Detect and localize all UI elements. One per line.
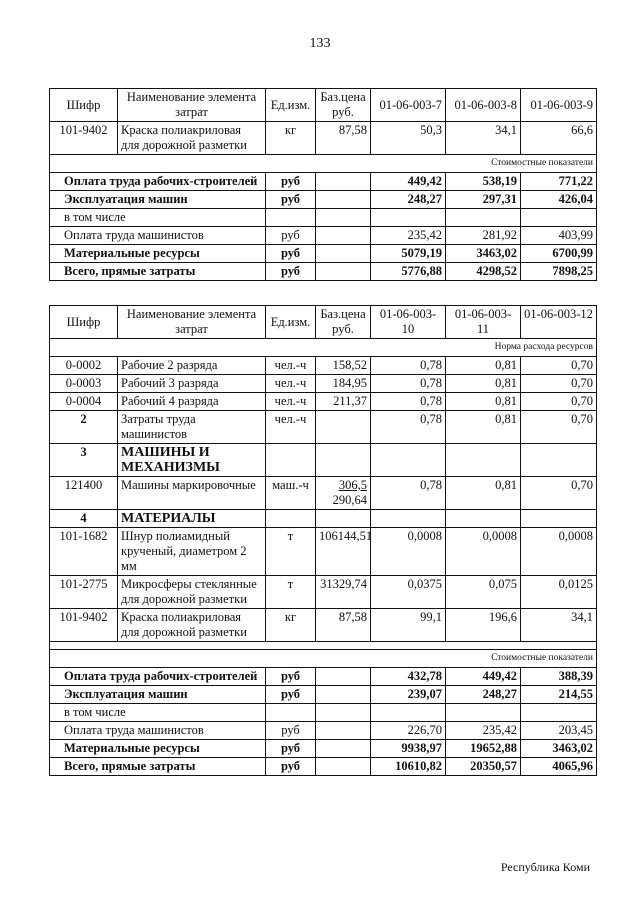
row-price: 106144,51 — [316, 528, 371, 576]
table-row — [50, 411, 597, 444]
row-val2: 196,6 — [446, 609, 521, 642]
row-val2: 0,075 — [446, 576, 521, 609]
header-col1: 01-06-003-10 — [371, 306, 446, 339]
row-name: Машины маркировочные — [118, 477, 266, 510]
table-row — [50, 122, 597, 155]
total-val2 — [446, 704, 521, 722]
footer-region: Республика Коми — [500, 860, 590, 874]
row-unit: т — [266, 528, 316, 576]
row-price: 31329,74 — [316, 576, 371, 609]
row-code: 101-2775 — [50, 576, 118, 609]
total-val2: 4298,52 — [446, 263, 521, 281]
total-price — [316, 722, 371, 740]
row-name: Микросферы стеклянные для дорожной разметки — [118, 576, 266, 609]
total-val2: 281,92 — [446, 227, 521, 245]
total-val2: 235,42 — [446, 722, 521, 740]
row-code: 101-9402 — [50, 122, 118, 155]
page-number: 133 — [309, 36, 331, 51]
total-val1: 449,42 — [371, 173, 446, 191]
row-price: 87,58 — [316, 122, 371, 155]
row-val1: 0,78 — [371, 411, 446, 444]
row-unit: кг — [266, 122, 316, 155]
row-val2: 0,81 — [446, 477, 521, 510]
row-code: 0-0002 — [50, 357, 118, 375]
total-row — [50, 740, 597, 758]
table-row — [50, 477, 597, 510]
header-col2: 01-06-003-11 — [446, 306, 521, 339]
row-unit: маш.-ч — [266, 477, 316, 510]
spacer — [50, 642, 597, 650]
total-val1: 226,70 — [371, 722, 446, 740]
total-val1: 5776,88 — [371, 263, 446, 281]
table-row — [50, 357, 597, 375]
section-label: Норма расхода ресурсов — [50, 339, 597, 357]
empty-cell — [316, 444, 371, 477]
total-val3: 3463,02 — [521, 740, 597, 758]
row-val3: 0,70 — [521, 357, 597, 375]
total-val1: 239,07 — [371, 686, 446, 704]
header-unit: Ед.изм. — [266, 306, 316, 339]
total-row — [50, 173, 597, 191]
total-unit: руб — [266, 191, 316, 209]
spacer-row — [50, 642, 597, 650]
total-label: Оплата труда рабочих-строителей — [50, 668, 266, 686]
total-label: Эксплуатация машин — [50, 191, 266, 209]
row-unit: кг — [266, 609, 316, 642]
row-code: 0-0003 — [50, 375, 118, 393]
header-col3: 01-06-003-12 — [521, 306, 597, 339]
total-unit: руб — [266, 173, 316, 191]
total-val1: 5079,19 — [371, 245, 446, 263]
total-row — [50, 686, 597, 704]
price-current: 306,5 — [338, 478, 367, 492]
total-val2: 538,19 — [446, 173, 521, 191]
row-name: Рабочие 2 разряда — [118, 357, 266, 375]
group-header — [50, 510, 597, 528]
cost-table-1 — [49, 88, 597, 281]
row-val1: 0,78 — [371, 477, 446, 510]
empty-cell — [266, 510, 316, 528]
header-code: Шифр — [50, 306, 118, 339]
total-val3: 7898,25 — [521, 263, 597, 281]
row-price: 87,58 — [316, 609, 371, 642]
total-val1: 235,42 — [371, 227, 446, 245]
section-row — [50, 650, 597, 668]
row-val1: 0,78 — [371, 393, 446, 411]
total-unit: руб — [266, 722, 316, 740]
total-val2: 19652,88 — [446, 740, 521, 758]
price-previous: 290,64 — [332, 493, 367, 507]
section-row — [50, 339, 597, 357]
total-val3 — [521, 704, 597, 722]
row-val3: 0,0125 — [521, 576, 597, 609]
total-val1 — [371, 209, 446, 227]
total-label: Всего, прямые затраты — [50, 758, 266, 776]
total-price — [316, 173, 371, 191]
total-label: Оплата труда рабочих-строителей — [50, 173, 266, 191]
row-price: 211,37 — [316, 393, 371, 411]
row-val1: 0,0375 — [371, 576, 446, 609]
total-label: в том числе — [50, 704, 266, 722]
total-unit: руб — [266, 668, 316, 686]
total-row — [50, 722, 597, 740]
total-val3: 203,45 — [521, 722, 597, 740]
row-unit: чел.-ч — [266, 393, 316, 411]
row-unit: чел.-ч — [266, 375, 316, 393]
row-name: Затраты труда машинистов — [118, 411, 266, 444]
row-val2: 0,81 — [446, 393, 521, 411]
total-label: Оплата труда машинистов — [50, 722, 266, 740]
row-val2: 0,81 — [446, 411, 521, 444]
total-row — [50, 227, 597, 245]
cost-table-2 — [49, 305, 597, 776]
total-val3: 388,39 — [521, 668, 597, 686]
row-val2: 0,81 — [446, 357, 521, 375]
total-price — [316, 245, 371, 263]
row-val2: 34,1 — [446, 122, 521, 155]
section-label: Стоимостные показатели — [50, 650, 597, 668]
total-unit: руб — [266, 686, 316, 704]
total-price — [316, 704, 371, 722]
total-row — [50, 263, 597, 281]
row-price: 158,52 — [316, 357, 371, 375]
row-code: 101-9402 — [50, 609, 118, 642]
table-row — [50, 528, 597, 576]
total-label: Эксплуатация машин — [50, 686, 266, 704]
header-name: Наименование элемента затрат — [118, 89, 266, 122]
total-unit — [266, 704, 316, 722]
row-val3: 0,0008 — [521, 528, 597, 576]
total-row — [50, 758, 597, 776]
row-code: 101-1682 — [50, 528, 118, 576]
row-val1: 99,1 — [371, 609, 446, 642]
total-label: Оплата труда машинистов — [50, 227, 266, 245]
empty-cell — [371, 444, 446, 477]
total-row — [50, 704, 597, 722]
total-label: Всего, прямые затраты — [50, 263, 266, 281]
row-val3: 0,70 — [521, 411, 597, 444]
total-val2: 3463,02 — [446, 245, 521, 263]
row-name: Краска полиакриловая для дорожной разметки — [118, 122, 266, 155]
total-unit: руб — [266, 758, 316, 776]
empty-cell — [521, 444, 597, 477]
total-val3: 214,55 — [521, 686, 597, 704]
row-val3: 0,70 — [521, 375, 597, 393]
total-val2: 449,42 — [446, 668, 521, 686]
total-label: Материальные ресурсы — [50, 245, 266, 263]
total-val2: 248,27 — [446, 686, 521, 704]
group-number: 3 — [50, 444, 118, 477]
total-val3: 4065,96 — [521, 758, 597, 776]
total-price — [316, 686, 371, 704]
total-price — [316, 740, 371, 758]
table-row — [50, 609, 597, 642]
total-label: Материальные ресурсы — [50, 740, 266, 758]
total-val3: 6700,99 — [521, 245, 597, 263]
table-header — [50, 306, 597, 339]
total-row — [50, 209, 597, 227]
empty-cell — [446, 444, 521, 477]
empty-cell — [446, 510, 521, 528]
row-val1: 0,78 — [371, 357, 446, 375]
row-val1: 0,0008 — [371, 528, 446, 576]
header-col3: 01-06-003-9 — [521, 89, 597, 122]
row-code: 2 — [50, 411, 118, 444]
total-val1: 248,27 — [371, 191, 446, 209]
total-val1: 432,78 — [371, 668, 446, 686]
row-unit: чел.-ч — [266, 357, 316, 375]
total-unit: руб — [266, 263, 316, 281]
group-title: МАТЕРИАЛЫ — [118, 510, 266, 528]
row-val2: 0,81 — [446, 375, 521, 393]
table-row — [50, 576, 597, 609]
total-val3: 771,22 — [521, 173, 597, 191]
total-label: в том числе — [50, 209, 266, 227]
row-unit: чел.-ч — [266, 411, 316, 444]
total-price — [316, 191, 371, 209]
group-number: 4 — [50, 510, 118, 528]
row-code: 0-0004 — [50, 393, 118, 411]
total-row — [50, 191, 597, 209]
row-name: Шнур полиамидный крученый, диаметром 2 мм — [118, 528, 266, 576]
empty-cell — [521, 510, 597, 528]
total-price — [316, 263, 371, 281]
total-val1: 10610,82 — [371, 758, 446, 776]
section-row — [50, 155, 597, 173]
empty-cell — [316, 510, 371, 528]
row-val1: 0,78 — [371, 375, 446, 393]
total-val2: 297,31 — [446, 191, 521, 209]
header-code: Шифр — [50, 89, 118, 122]
total-row — [50, 245, 597, 263]
total-val1 — [371, 704, 446, 722]
empty-cell — [266, 444, 316, 477]
row-price: 184,95 — [316, 375, 371, 393]
row-val3: 34,1 — [521, 609, 597, 642]
total-price — [316, 227, 371, 245]
row-code: 121400 — [50, 477, 118, 510]
total-val3: 403,99 — [521, 227, 597, 245]
row-val2: 0,0008 — [446, 528, 521, 576]
total-val3 — [521, 209, 597, 227]
row-val3: 0,70 — [521, 393, 597, 411]
table-header — [50, 89, 597, 122]
total-unit: руб — [266, 740, 316, 758]
total-unit: руб — [266, 245, 316, 263]
group-title: МАШИНЫ И МЕХАНИЗМЫ — [118, 444, 266, 477]
total-val2: 20350,57 — [446, 758, 521, 776]
total-val1: 9938,97 — [371, 740, 446, 758]
total-price — [316, 668, 371, 686]
row-val3: 66,6 — [521, 122, 597, 155]
table-row — [50, 393, 597, 411]
header-name: Наименование элемента затрат — [118, 306, 266, 339]
row-val1: 50,3 — [371, 122, 446, 155]
row-name: Рабочий 4 разряда — [118, 393, 266, 411]
total-val3: 426,04 — [521, 191, 597, 209]
row-name: Краска полиакриловая для дорожной разметки — [118, 609, 266, 642]
total-val2 — [446, 209, 521, 227]
row-price — [316, 477, 371, 510]
header-col2: 01-06-003-8 — [446, 89, 521, 122]
header-price: Баз.цена руб. — [316, 306, 371, 339]
row-val3: 0,70 — [521, 477, 597, 510]
group-header — [50, 444, 597, 477]
total-unit: руб — [266, 227, 316, 245]
section-label: Стоимостные показатели — [50, 155, 597, 173]
table-row — [50, 375, 597, 393]
total-price — [316, 758, 371, 776]
row-price — [316, 411, 371, 444]
row-unit: т — [266, 576, 316, 609]
header-col1: 01-06-003-7 — [371, 89, 446, 122]
header-price: Баз.цена руб. — [316, 89, 371, 122]
header-unit: Ед.изм. — [266, 89, 316, 122]
total-row — [50, 668, 597, 686]
total-unit — [266, 209, 316, 227]
row-name: Рабочий 3 разряда — [118, 375, 266, 393]
empty-cell — [371, 510, 446, 528]
total-price — [316, 209, 371, 227]
